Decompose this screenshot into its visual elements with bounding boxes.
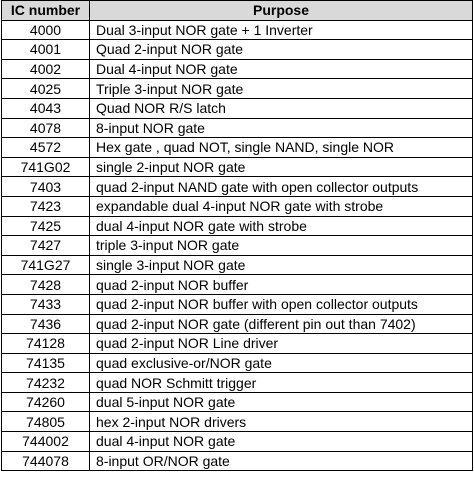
table-row <box>2 353 473 373</box>
table-row <box>2 314 473 334</box>
ic-number-cell: 4572 <box>2 138 90 158</box>
table-row <box>2 79 473 99</box>
ic-number-cell: 74260 <box>2 392 90 412</box>
table-row <box>2 59 473 79</box>
table-row <box>2 157 473 177</box>
purpose-cell: quad exclusive-or/NOR gate <box>90 353 473 373</box>
purpose-cell: hex 2-input NOR drivers <box>90 412 473 432</box>
table-row <box>2 216 473 236</box>
purpose-cell: Dual 4-input NOR gate <box>90 59 473 79</box>
ic-number-cell: 7428 <box>2 275 90 295</box>
ic-number-cell: 7427 <box>2 236 90 256</box>
table-row <box>2 334 473 354</box>
purpose-cell: Dual 3-input NOR gate + 1 Inverter <box>90 20 473 40</box>
ic-number-cell: 7436 <box>2 314 90 334</box>
table-row <box>2 432 473 452</box>
ic-number-cell: 4001 <box>2 40 90 60</box>
table-row <box>2 177 473 197</box>
column-header-purpose: Purpose <box>90 1 473 21</box>
purpose-cell: 8-input NOR gate <box>90 118 473 138</box>
ic-number-cell: 7425 <box>2 216 90 236</box>
purpose-cell: dual 5-input NOR gate <box>90 392 473 412</box>
ic-number-cell: 74135 <box>2 353 90 373</box>
purpose-cell: dual 4-input NOR gate with strobe <box>90 216 473 236</box>
purpose-cell: Triple 3-input NOR gate <box>90 79 473 99</box>
table-body <box>2 20 473 471</box>
ic-number-cell: 741G27 <box>2 255 90 275</box>
table-row <box>2 40 473 60</box>
ic-number-cell: 74232 <box>2 373 90 393</box>
column-header-ic-number: IC number <box>2 1 90 21</box>
table-header-row <box>2 1 473 21</box>
ic-number-cell: 4043 <box>2 98 90 118</box>
ic-number-cell: 74128 <box>2 334 90 354</box>
purpose-cell: 8-input OR/NOR gate <box>90 451 473 471</box>
ic-number-cell: 4025 <box>2 79 90 99</box>
table-row <box>2 255 473 275</box>
ic-number-cell: 74805 <box>2 412 90 432</box>
purpose-cell: quad 2-input NAND gate with open collector outputs <box>90 177 473 197</box>
ic-number-cell: 744078 <box>2 451 90 471</box>
purpose-cell: single 3-input NOR gate <box>90 255 473 275</box>
table-row <box>2 373 473 393</box>
purpose-cell: quad NOR Schmitt trigger <box>90 373 473 393</box>
table-row <box>2 20 473 40</box>
ic-number-cell: 4078 <box>2 118 90 138</box>
purpose-cell: single 2-input NOR gate <box>90 157 473 177</box>
table-row <box>2 294 473 314</box>
ic-number-cell: 4000 <box>2 20 90 40</box>
purpose-cell: quad 2-input NOR buffer <box>90 275 473 295</box>
table-row <box>2 275 473 295</box>
table-row <box>2 138 473 158</box>
table-row <box>2 118 473 138</box>
purpose-cell: quad 2-input NOR buffer with open collector outputs <box>90 294 473 314</box>
ic-number-cell: 741G02 <box>2 157 90 177</box>
nor-gate-ic-table <box>1 0 473 471</box>
purpose-cell: Hex gate , quad NOT, single NAND, single NOR <box>90 138 473 158</box>
table-row <box>2 412 473 432</box>
ic-number-cell: 7423 <box>2 196 90 216</box>
table-row <box>2 236 473 256</box>
purpose-cell: Quad NOR R/S latch <box>90 98 473 118</box>
table-row <box>2 392 473 412</box>
ic-number-cell: 744002 <box>2 432 90 452</box>
purpose-cell: Quad 2-input NOR gate <box>90 40 473 60</box>
table-row <box>2 196 473 216</box>
ic-number-cell: 7403 <box>2 177 90 197</box>
table-row <box>2 98 473 118</box>
ic-number-cell: 7433 <box>2 294 90 314</box>
purpose-cell: quad 2-input NOR gate (different pin out than 7402) <box>90 314 473 334</box>
table-row <box>2 451 473 471</box>
purpose-cell: dual 4-input NOR gate <box>90 432 473 452</box>
purpose-cell: triple 3-input NOR gate <box>90 236 473 256</box>
ic-number-cell: 4002 <box>2 59 90 79</box>
purpose-cell: expandable dual 4-input NOR gate with strobe <box>90 196 473 216</box>
purpose-cell: quad 2-input NOR Line driver <box>90 334 473 354</box>
